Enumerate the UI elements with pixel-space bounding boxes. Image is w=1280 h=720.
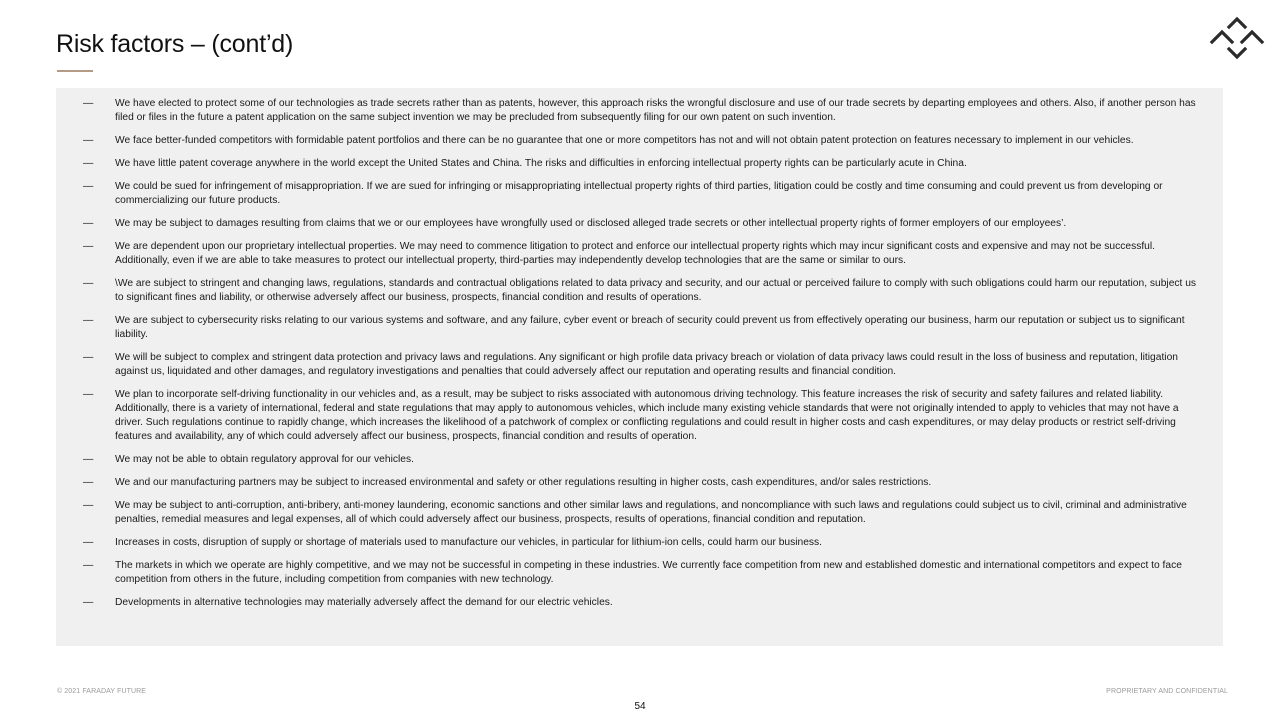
risk-text: We are dependent upon our proprietary intellectual properties. We may need to commence litigation to protect and enforce our intellectual property rights which may incur significant costs and expensive and may not be successful. Additionally, even if we are able to take measures to protect our intellectual property, third-parties may independently develop technologies that are the same or similar to ours. xyxy=(115,241,1155,266)
dash-bullet: — xyxy=(83,181,94,192)
risk-text: We and our manufacturing partners may be subject to increased environmental and safety or other regulations resulting in higher costs, cash expenditures, and/or sales restrictions. xyxy=(115,477,932,488)
page-title: Risk factors – (cont’d) xyxy=(56,30,294,58)
dash-bullet: — xyxy=(83,500,94,511)
dash-bullet: — xyxy=(83,98,94,109)
risk-item xyxy=(56,351,1203,379)
dash-bullet: — xyxy=(83,477,94,488)
risk-item xyxy=(56,536,1203,550)
risk-text: We plan to incorporate self-driving functionality in our vehicles and, as a result, may be subject to risks associated with autonomous driving technology. This feature increases the risk of security and safety failures and related liability. Additionally, there is a variety of international, federal and state regulations that may apply to autonomous vehicles, which include many existing vehicle standards that were not originally intended to apply to vehicles that may not have a driver. Such regulations continue to rapidly change, which increases the likelihood of a patchwork of complex or conflicting regulations and could result in higher costs and cash expenditures, or may delay products or restrict self-driving features and availability, any of which could adversely affect our business, prospects, financial condition and results of operation. xyxy=(115,389,1179,442)
risk-item xyxy=(56,217,1203,231)
dash-bullet: — xyxy=(83,241,94,252)
risk-item xyxy=(56,596,1203,610)
page-number: 54 xyxy=(634,701,646,712)
dash-bullet: — xyxy=(83,537,94,548)
faraday-future-logo xyxy=(1208,16,1266,60)
risk-item xyxy=(56,476,1203,490)
dash-bullet: — xyxy=(83,278,94,289)
risk-item xyxy=(56,277,1203,305)
risk-text: The markets in which we operate are highly competitive, and we may not be successful in competing in these industries. We currently face competition from new and established domestic and international competitors and expect to face competition from others in the future, including competition from companies with new technology. xyxy=(115,560,1182,585)
dash-bullet: — xyxy=(83,352,94,363)
risk-item xyxy=(56,97,1203,125)
dash-bullet: — xyxy=(83,560,94,571)
dash-bullet: — xyxy=(83,218,94,229)
risk-text: We have elected to protect some of our technologies as trade secrets rather than as patents, however, this approach risks the wrongful disclosure and use of our trade secrets by departing employees and others. Also, if another person has filed or files in the future a patent application on the same subject invention we may be precluded from subsequently filing for our own patent on such invention. xyxy=(115,98,1196,123)
risk-list xyxy=(56,88,1223,610)
risk-item xyxy=(56,180,1203,208)
risk-item xyxy=(56,240,1203,268)
risk-item xyxy=(56,388,1203,444)
risk-text: We may not be able to obtain regulatory approval for our vehicles. xyxy=(115,454,414,465)
title-underline xyxy=(57,70,93,72)
risk-text: We could be sued for infringement of misappropriation. If we are sued for infringing or misappropriating intellectual property rights of third parties, litigation could be costly and time consuming and could prevent us from developing or commercializing our future products. xyxy=(115,181,1163,206)
risk-factors-panel xyxy=(56,88,1223,646)
risk-item xyxy=(56,559,1203,587)
risk-item xyxy=(56,157,1203,171)
dash-bullet: — xyxy=(83,135,94,146)
risk-text: We will be subject to complex and stringent data protection and privacy laws and regulations. Any significant or high profile data privacy breach or violation of data privacy laws could result in the loss of business and reputation, litigation against us, liquidated and other damages, and regulatory investigations and penalties that could adversely affect our reputation and operating results and financial condition. xyxy=(115,352,1178,377)
dash-bullet: — xyxy=(83,315,94,326)
risk-text: We may be subject to damages resulting from claims that we or our employees have wrongfully used or disclosed alleged trade secrets or other intellectual property rights of former employers of our employees’. xyxy=(115,218,1067,229)
risk-item xyxy=(56,314,1203,342)
confidentiality-notice: PROPRIETARY AND CONFIDENTIAL xyxy=(1106,688,1228,695)
risk-text: \We are subject to stringent and changing laws, regulations, standards and contractual obligations related to data privacy and security, and our actual or perceived failure to comply with such obligations could harm our reputation, subject us to significant fines and liability, or otherwise adversely affect our business, prospects, financial condition and results of operations. xyxy=(115,278,1197,303)
risk-item xyxy=(56,134,1203,148)
risk-item xyxy=(56,453,1203,467)
dash-bullet: — xyxy=(83,389,94,400)
risk-text: We face better-funded competitors with formidable patent portfolios and there can be no guarantee that one or more competitors has not and will not obtain patent protection on features necessary to implement in our vehicles. xyxy=(115,135,1134,146)
risk-text: Increases in costs, disruption of supply or shortage of materials used to manufacture our vehicles, in particular for lithium-ion cells, could harm our business. xyxy=(115,537,823,548)
risk-text: We are subject to cybersecurity risks relating to our various systems and software, and any failure, cyber event or breach of security could prevent us from effectively operating our business, harm our reputation or subject us to significant liability. xyxy=(115,315,1185,340)
dash-bullet: — xyxy=(83,597,94,608)
risk-text: Developments in alternative technologies may materially adversely affect the demand for our electric vehicles. xyxy=(115,597,613,608)
risk-item xyxy=(56,499,1203,527)
dash-bullet: — xyxy=(83,158,94,169)
risk-text: We may be subject to anti-corruption, anti-bribery, anti-money laundering, economic sanctions and other similar laws and regulations, and noncompliance with such laws and regulations could subject us to civil, criminal and administrative penalties, remedial measures and legal expenses, all of which could adversely affect our business, prospects, results of operations, financial condition and reputation. xyxy=(115,500,1187,525)
copyright-notice: © 2021 FARADAY FUTURE xyxy=(57,688,147,695)
dash-bullet: — xyxy=(83,454,94,465)
risk-text: We have little patent coverage anywhere in the world except the United States and China. The risks and difficulties in enforcing intellectual property rights can be particularly acute in China. xyxy=(115,158,967,169)
